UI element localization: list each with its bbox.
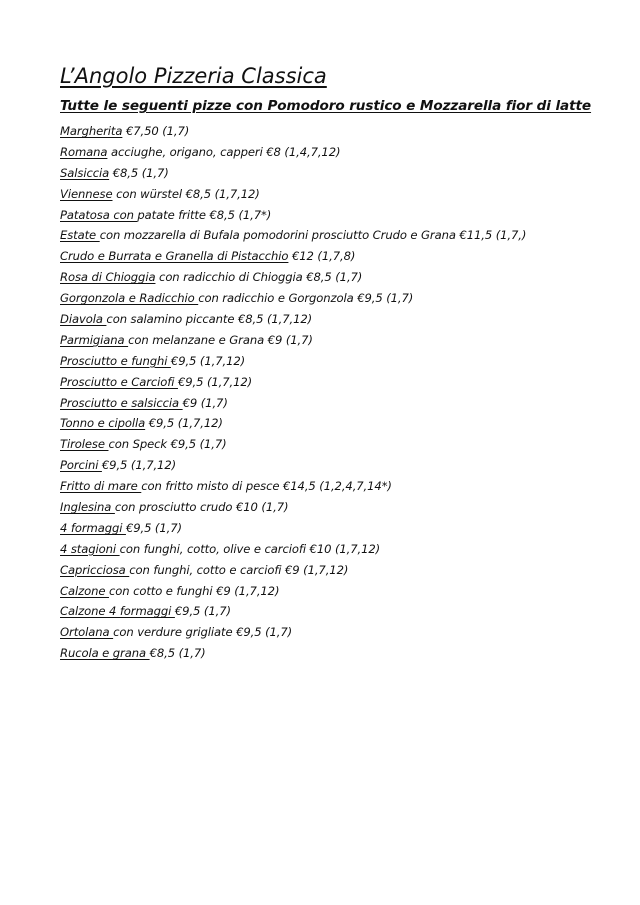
item-name: Parmigiana bbox=[60, 332, 129, 347]
menu-item-prosciutto-salsiccia bbox=[60, 393, 526, 414]
menu-item-calzone bbox=[60, 581, 526, 602]
menu-item-tirolese bbox=[60, 434, 526, 455]
item-details: con funghi, cotto e carciofi €9 (1,7,12) bbox=[129, 562, 349, 577]
item-name: Fritto di mare bbox=[60, 479, 142, 494]
menu-item-4-formaggi bbox=[60, 518, 526, 539]
item-name: Gorgonzola e Radicchio bbox=[60, 291, 199, 306]
menu-item-viennese bbox=[60, 184, 526, 205]
item-name: Calzone bbox=[60, 583, 109, 598]
menu-item-capricciosa bbox=[60, 560, 526, 581]
menu-item-estate bbox=[60, 225, 526, 246]
menu-item-parmigiana bbox=[60, 330, 526, 351]
item-name: Margherita bbox=[60, 124, 123, 138]
item-name: Viennese bbox=[60, 186, 113, 201]
menu-item-patatosa bbox=[60, 205, 526, 226]
item-name: Prosciutto e Carciofi bbox=[60, 374, 178, 389]
item-name: Romana bbox=[60, 144, 108, 159]
item-name: Prosciutto e funghi bbox=[60, 353, 171, 368]
item-details: con cotto e funghi €9 (1,7,12) bbox=[108, 583, 280, 598]
menu-item-gorgonzola-radicchio bbox=[60, 288, 526, 309]
item-details: €9,5 (1,7,12) bbox=[101, 458, 177, 473]
item-name: Tirolese bbox=[60, 437, 109, 452]
menu-item-romana bbox=[60, 142, 526, 163]
item-details: €9,5 (1,7,12) bbox=[177, 374, 253, 389]
item-details: con melanzane e Grana €9 (1,7) bbox=[128, 332, 313, 347]
item-name: Estate bbox=[60, 228, 100, 243]
item-details: con fritto misto di pesce €14,5 (1,2,4,7,14*) bbox=[141, 479, 392, 494]
item-details: con verdure grigliate €9,5 (1,7) bbox=[113, 625, 293, 640]
menu-item-calzone-4-formaggi bbox=[60, 601, 526, 622]
item-name: Tonno e cipolla bbox=[60, 416, 146, 431]
menu-item-crudo-burrata bbox=[60, 246, 526, 267]
menu-item-prosciutto-carciofi bbox=[60, 372, 526, 393]
menu-item-rucola-grana bbox=[60, 643, 526, 664]
item-details: €8,5 (1,7) bbox=[149, 646, 206, 661]
menu-item-fritto-di-mare bbox=[60, 476, 526, 497]
item-details: con Speck €9,5 (1,7) bbox=[108, 437, 227, 452]
menu-item-ortolana bbox=[60, 622, 526, 643]
menu-item-prosciutto-funghi bbox=[60, 351, 526, 372]
item-name: Crudo e Burrata e Granella di Pistacchio bbox=[60, 249, 289, 264]
item-name: Patatosa con bbox=[60, 207, 138, 222]
menu-item-4-stagioni bbox=[60, 539, 526, 560]
item-details: con radicchio di Chioggia €8,5 (1,7) bbox=[155, 270, 363, 285]
item-name: Rosa di Chioggia bbox=[60, 270, 156, 285]
item-name: Capricciosa bbox=[60, 562, 130, 577]
menu-item-tonno-cipolla bbox=[60, 413, 526, 434]
item-details: acciughe, origano, capperi €8 (1,4,7,12) bbox=[107, 144, 341, 159]
menu-item-salsiccia bbox=[60, 163, 526, 184]
item-name: Prosciutto e salsiccia bbox=[60, 395, 183, 410]
item-name: Calzone 4 formaggi bbox=[60, 604, 175, 619]
item-details: €9 (1,7) bbox=[182, 395, 228, 410]
menu-subtitle: Tutte le seguenti pizze con Pomodoro rustico e Mozzarella fior di latte bbox=[60, 98, 592, 114]
item-name: 4 stagioni bbox=[60, 541, 120, 556]
item-name: Ortolana bbox=[60, 625, 114, 640]
item-details: €9,5 (1,7,12) bbox=[145, 416, 223, 431]
menu-item-inglesina bbox=[60, 497, 526, 518]
item-details: €8,5 (1,7) bbox=[109, 165, 169, 180]
item-details: con würstel €8,5 (1,7,12) bbox=[112, 186, 260, 201]
item-details: €9,5 (1,7) bbox=[174, 604, 231, 619]
item-details: con funghi, cotto, olive e carciofi €10 (1,7,12) bbox=[119, 541, 381, 556]
menu-item-diavola bbox=[60, 309, 526, 330]
item-details: con radicchio e Gorgonzola €9,5 (1,7) bbox=[198, 291, 414, 306]
item-details: €12 (1,7,8) bbox=[288, 249, 356, 264]
item-name: Porcini bbox=[60, 458, 102, 473]
item-details: €7,50 (1,7) bbox=[122, 124, 190, 138]
page-title: L’Angolo Pizzeria Classica bbox=[60, 64, 327, 88]
item-name: Salsiccia bbox=[60, 165, 110, 180]
item-details: con prosciutto crudo €10 (1,7) bbox=[114, 500, 289, 515]
item-name: 4 formaggi bbox=[60, 520, 126, 535]
item-details: con salamino piccante €8,5 (1,7,12) bbox=[106, 312, 313, 327]
menu-item-porcini bbox=[60, 455, 526, 476]
item-name: Diavola bbox=[60, 312, 107, 327]
menu-item-margherita bbox=[60, 121, 526, 142]
item-details: €9,5 (1,7) bbox=[125, 520, 182, 535]
item-details: patate fritte €8,5 (1,7*) bbox=[137, 207, 272, 222]
item-name: Rucola e grana bbox=[60, 646, 150, 661]
item-details: €9,5 (1,7,12) bbox=[170, 353, 246, 368]
pizza-list bbox=[60, 121, 526, 664]
item-details: con mozzarella di Bufala pomodorini prosciutto Crudo e Grana €11,5 (1,7,) bbox=[99, 228, 527, 243]
menu-item-rosa-di-chioggia bbox=[60, 267, 526, 288]
item-name: Inglesina bbox=[60, 500, 115, 515]
